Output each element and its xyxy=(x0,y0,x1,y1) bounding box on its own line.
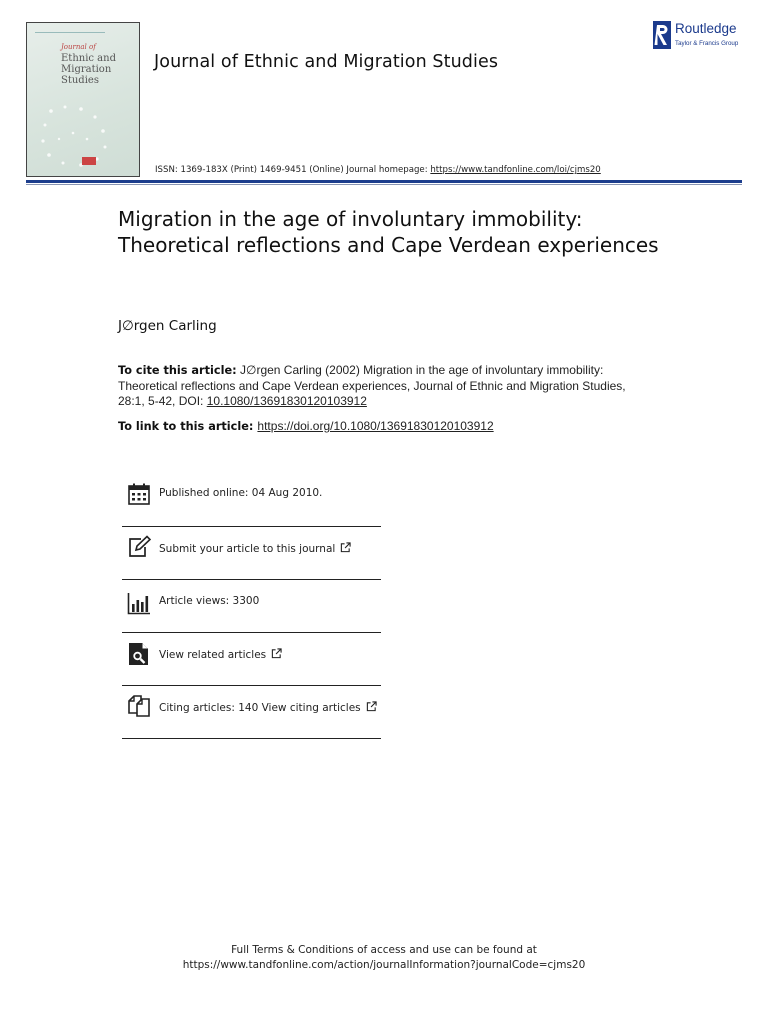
article-views: Article views: 3300 xyxy=(159,595,260,607)
header-rule-thin xyxy=(26,184,742,185)
routledge-r-icon xyxy=(653,21,671,49)
info-row-views xyxy=(122,580,381,633)
bar-chart-icon xyxy=(127,592,151,616)
submit-article-link[interactable] xyxy=(159,542,351,555)
journal-homepage-link[interactable]: https://www.tandfonline.com/loi/cjms20 xyxy=(430,165,601,175)
cover-title-line: Ethnic and xyxy=(61,53,116,64)
cover-title-line: Migration xyxy=(61,64,112,75)
cite-label: To cite this article: xyxy=(118,364,237,377)
article-title: Migration in the age of involuntary immobility: Theoretical reflections and Cape Verdean experiences xyxy=(118,207,659,257)
cover-publisher-mark xyxy=(82,157,96,165)
info-row-published xyxy=(122,474,381,527)
article-author: J∅rgen Carling xyxy=(118,318,217,334)
info-row-citing[interactable] xyxy=(122,686,381,739)
cite-text: J∅rgen Carling (2002) Migration in the age of involuntary immobility: Theoretical reflections and Cape Verdean experiences, Journal of Ethnic and Migration Studies, 28:1, 5-42, DOI: xyxy=(118,363,626,408)
cover-title-line: Studies xyxy=(61,75,99,86)
cover-title xyxy=(61,53,137,86)
citing-documents-icon xyxy=(127,693,151,717)
external-link-icon xyxy=(271,648,282,659)
journal-cover-image xyxy=(26,22,140,177)
journal-title: Journal of Ethnic and Migration Studies xyxy=(154,52,499,72)
related-label: View related articles xyxy=(159,649,267,661)
external-link-icon xyxy=(366,701,377,712)
header-rule xyxy=(26,180,742,183)
submit-label: Submit your article to this journal xyxy=(159,543,336,555)
link-label: To link to this article: xyxy=(118,420,254,433)
footer-line-1: Full Terms & Conditions of access and use can be found at xyxy=(231,944,537,956)
article-info-list xyxy=(122,474,381,739)
cover-subtitle: Journal of xyxy=(61,43,96,51)
citing-label: Citing articles: 140 View citing articles xyxy=(159,702,361,714)
article-doi-link[interactable]: https://doi.org/10.1080/13691830120103912 xyxy=(257,419,494,433)
related-articles-link[interactable] xyxy=(159,648,282,661)
issn-line xyxy=(155,165,601,175)
article-link-line xyxy=(118,419,494,433)
cover-rule xyxy=(35,32,105,33)
publisher-name: Routledge xyxy=(675,21,737,36)
edit-icon xyxy=(127,535,151,559)
external-link-icon xyxy=(340,542,351,553)
citation-block xyxy=(118,363,648,410)
footer-terms xyxy=(0,943,768,973)
info-row-submit[interactable] xyxy=(122,527,381,580)
document-search-icon xyxy=(127,642,151,666)
publisher-group: Taylor & Francis Group xyxy=(675,40,739,47)
citing-articles-link[interactable] xyxy=(159,701,377,714)
info-row-related[interactable] xyxy=(122,633,381,686)
publisher-logo[interactable] xyxy=(653,21,753,51)
calendar-icon xyxy=(127,482,151,506)
footer-terms-link[interactable]: https://www.tandfonline.com/action/journalInformation?journalCode=cjms20 xyxy=(182,959,586,971)
issn-text: ISSN: 1369-183X (Print) 1469-9451 (Online) Journal homepage: xyxy=(155,165,431,175)
cite-doi-link[interactable]: 10.1080/13691830120103912 xyxy=(206,394,367,408)
published-date: Published online: 04 Aug 2010. xyxy=(159,487,323,499)
